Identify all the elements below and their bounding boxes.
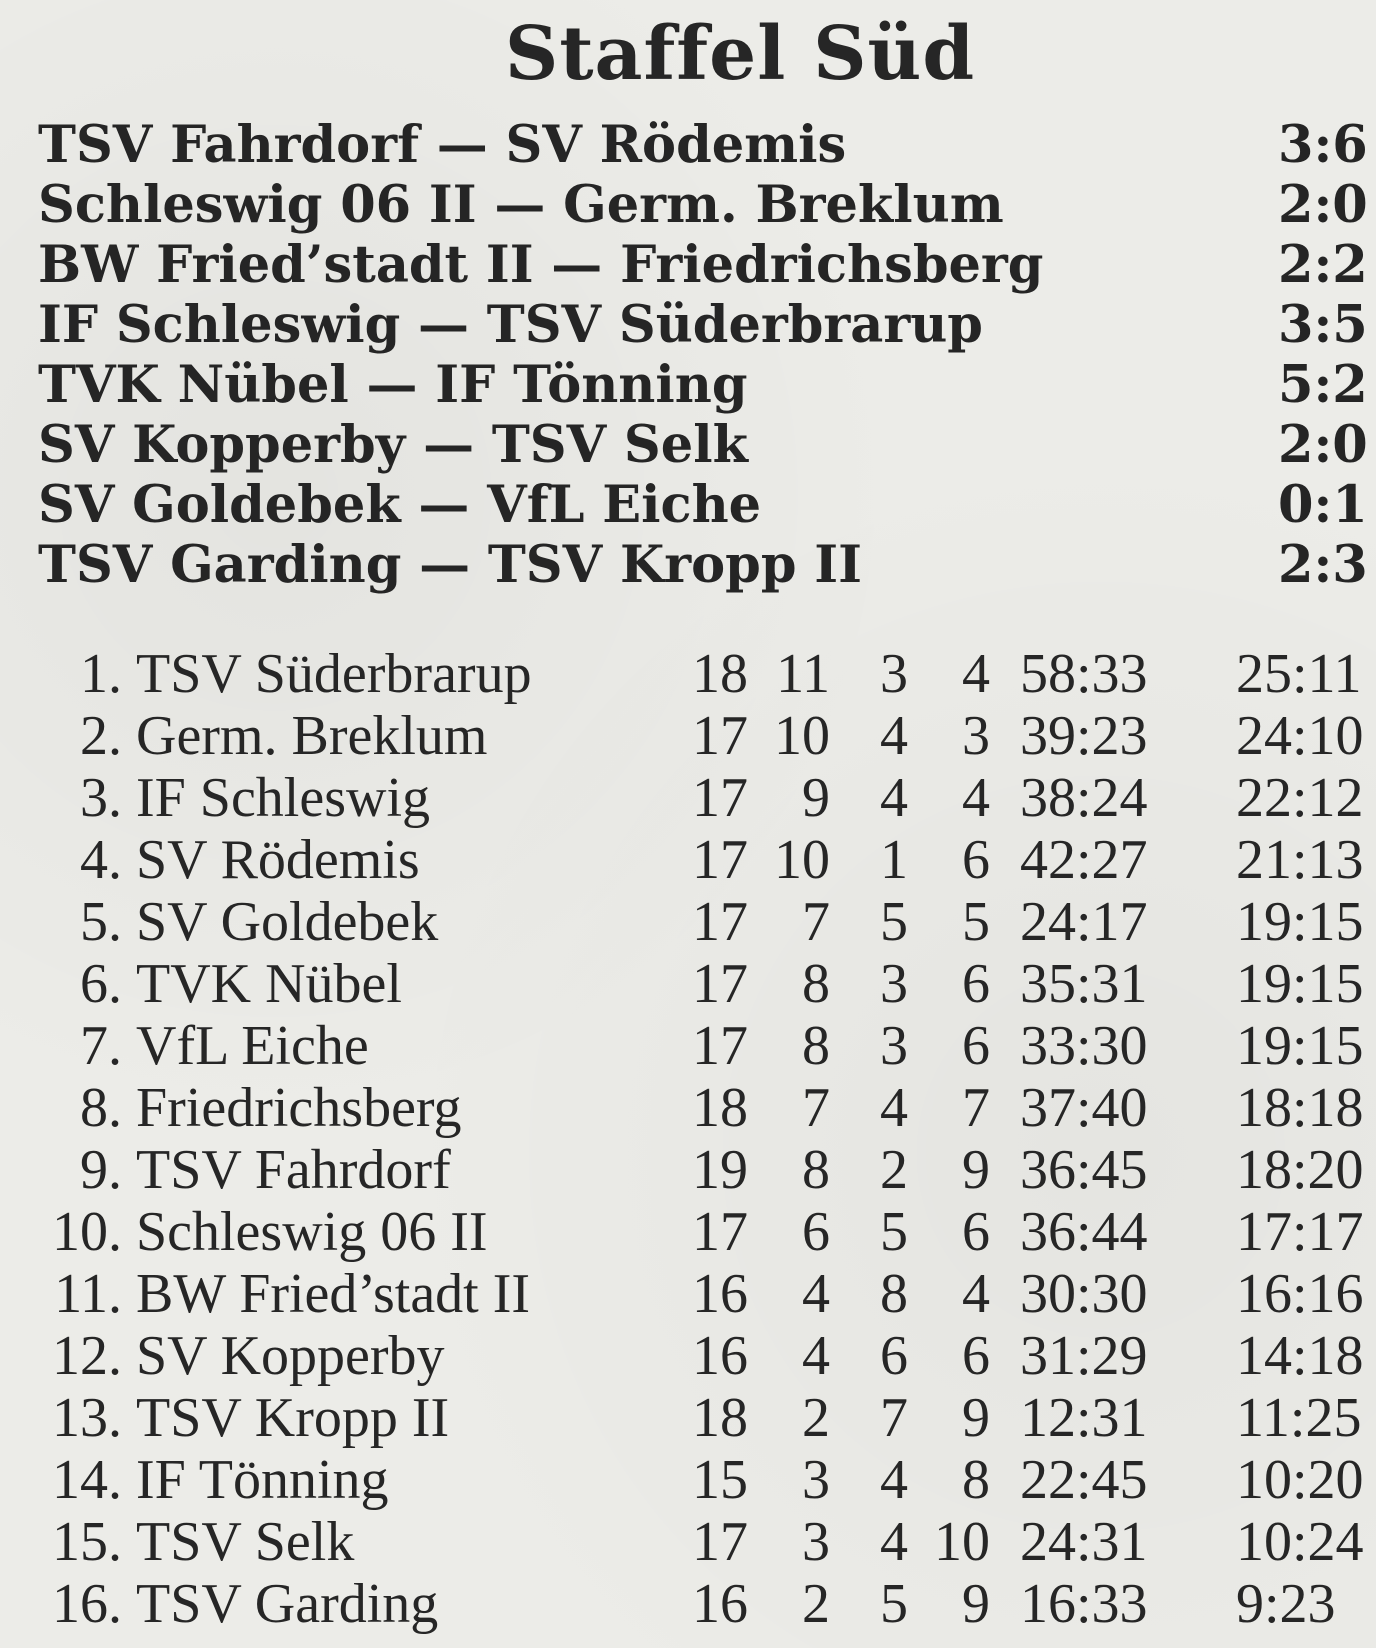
goal-ratio: 33:30	[1020, 1015, 1148, 1077]
team-name: IF Tönning	[136, 1449, 389, 1511]
points: 11:25	[1236, 1387, 1362, 1449]
standings-row	[0, 829, 1376, 891]
games-played: 17	[692, 953, 748, 1015]
rank: 5.	[80, 891, 122, 953]
games-drawn: 4	[880, 705, 908, 767]
games-lost: 4	[962, 767, 990, 829]
match-pairing: SV Kopperby — TSV Selk	[38, 415, 748, 475]
team-name: VfL Eiche	[136, 1015, 369, 1077]
games-won: 10	[774, 829, 830, 891]
team-name: BW Fried’stadt II	[136, 1263, 531, 1325]
games-won: 2	[802, 1573, 830, 1635]
match-pairing: TVK Nübel — IF Tönning	[38, 355, 748, 415]
games-lost: 5	[962, 891, 990, 953]
standings-row	[0, 1139, 1376, 1201]
team-name: TSV Selk	[136, 1511, 355, 1573]
games-lost: 4	[962, 643, 990, 705]
match-score: 0:1	[1278, 475, 1368, 535]
team-name: Schleswig 06 II	[136, 1201, 488, 1263]
team-name: SV Rödemis	[136, 829, 420, 891]
goal-ratio: 58:33	[1020, 643, 1148, 705]
games-played: 19	[692, 1139, 748, 1201]
team-name: TSV Garding	[136, 1573, 439, 1635]
standings-row	[0, 1263, 1376, 1325]
games-lost: 8	[962, 1449, 990, 1511]
rank: 12.	[52, 1325, 122, 1387]
games-played: 16	[692, 1573, 748, 1635]
result-row	[38, 114, 1376, 176]
games-drawn: 5	[880, 1573, 908, 1635]
games-lost: 6	[962, 829, 990, 891]
games-won: 2	[802, 1387, 830, 1449]
result-row	[38, 234, 1376, 296]
games-won: 8	[802, 1139, 830, 1201]
points: 19:15	[1236, 1015, 1364, 1077]
games-played: 15	[692, 1449, 748, 1511]
games-drawn: 3	[880, 643, 908, 705]
goal-ratio: 31:29	[1020, 1325, 1148, 1387]
games-won: 4	[802, 1263, 830, 1325]
goal-ratio: 37:40	[1020, 1077, 1148, 1139]
standings-row	[0, 1573, 1376, 1635]
goal-ratio: 38:24	[1020, 767, 1148, 829]
match-score: 2:3	[1278, 535, 1368, 595]
rank: 11.	[54, 1263, 122, 1325]
match-pairing: TSV Fahrdorf — SV Rödemis	[38, 115, 847, 175]
games-drawn: 2	[880, 1139, 908, 1201]
points: 19:15	[1236, 953, 1364, 1015]
standings-row	[0, 1325, 1376, 1387]
games-played: 16	[692, 1263, 748, 1325]
section-title: Staffel Süd	[504, 11, 976, 97]
standings-row	[0, 643, 1376, 705]
games-played: 17	[692, 1015, 748, 1077]
rank: 1.	[80, 643, 122, 705]
points: 10:20	[1236, 1449, 1364, 1511]
games-lost: 9	[962, 1387, 990, 1449]
games-played: 18	[692, 1077, 748, 1139]
goal-ratio: 16:33	[1020, 1573, 1148, 1635]
games-drawn: 4	[880, 767, 908, 829]
match-pairing: IF Schleswig — TSV Süderbrarup	[38, 295, 983, 355]
rank: 9.	[80, 1139, 122, 1201]
points: 24:10	[1236, 705, 1364, 767]
games-lost: 6	[962, 1325, 990, 1387]
standings-row	[0, 891, 1376, 953]
standings-row	[0, 1077, 1376, 1139]
games-played: 17	[692, 1201, 748, 1263]
match-score: 3:6	[1278, 115, 1368, 175]
goal-ratio: 24:17	[1020, 891, 1148, 953]
games-played: 18	[692, 1387, 748, 1449]
games-lost: 4	[962, 1263, 990, 1325]
rank: 3.	[80, 767, 122, 829]
goal-ratio: 36:45	[1020, 1139, 1148, 1201]
result-row	[38, 354, 1376, 416]
games-lost: 7	[962, 1077, 990, 1139]
goal-ratio: 39:23	[1020, 705, 1148, 767]
team-name: TSV Kropp II	[136, 1387, 450, 1449]
games-lost: 3	[962, 705, 990, 767]
games-lost: 6	[962, 953, 990, 1015]
games-drawn: 5	[880, 891, 908, 953]
games-played: 17	[692, 891, 748, 953]
goal-ratio: 24:31	[1020, 1511, 1148, 1573]
rank: 7.	[80, 1015, 122, 1077]
points: 19:15	[1236, 891, 1364, 953]
team-name: Friedrichsberg	[136, 1077, 462, 1139]
games-played: 17	[692, 767, 748, 829]
games-won: 8	[802, 953, 830, 1015]
team-name: TVK Nübel	[136, 953, 402, 1015]
games-won: 4	[802, 1325, 830, 1387]
points: 21:13	[1236, 829, 1364, 891]
games-won: 10	[774, 705, 830, 767]
games-lost: 10	[934, 1511, 990, 1573]
games-won: 3	[802, 1511, 830, 1573]
match-pairing: SV Goldebek — VfL Eiche	[38, 475, 762, 535]
games-won: 7	[802, 891, 830, 953]
points: 14:18	[1236, 1325, 1364, 1387]
rank: 10.	[52, 1201, 122, 1263]
games-lost: 9	[962, 1573, 990, 1635]
games-played: 18	[692, 643, 748, 705]
result-row	[38, 414, 1376, 476]
match-score: 2:0	[1278, 175, 1368, 235]
games-played: 16	[692, 1325, 748, 1387]
goal-ratio: 22:45	[1020, 1449, 1148, 1511]
team-name: Germ. Breklum	[136, 705, 488, 767]
games-drawn: 4	[880, 1077, 908, 1139]
points: 10:24	[1236, 1511, 1364, 1573]
team-name: SV Goldebek	[136, 891, 439, 953]
match-score: 2:0	[1278, 415, 1368, 475]
games-drawn: 3	[880, 953, 908, 1015]
games-drawn: 6	[880, 1325, 908, 1387]
team-name: TSV Fahrdorf	[136, 1139, 451, 1201]
games-won: 7	[802, 1077, 830, 1139]
points: 18:18	[1236, 1077, 1364, 1139]
points: 22:12	[1236, 767, 1364, 829]
points: 18:20	[1236, 1139, 1364, 1201]
result-row	[38, 474, 1376, 536]
match-pairing: TSV Garding — TSV Kropp II	[38, 535, 862, 595]
standings-row	[0, 1015, 1376, 1077]
result-row	[38, 534, 1376, 596]
team-name: IF Schleswig	[136, 767, 430, 829]
result-row	[38, 174, 1376, 236]
rank: 14.	[52, 1449, 122, 1511]
games-won: 9	[802, 767, 830, 829]
result-row	[38, 294, 1376, 356]
rank: 8.	[80, 1077, 122, 1139]
rank: 13.	[52, 1387, 122, 1449]
games-drawn: 3	[880, 1015, 908, 1077]
games-won: 6	[802, 1201, 830, 1263]
points: 9:23	[1236, 1573, 1336, 1635]
games-played: 17	[692, 829, 748, 891]
games-won: 3	[802, 1449, 830, 1511]
team-name: TSV Süderbrarup	[136, 643, 532, 705]
standings-row	[0, 1387, 1376, 1449]
rank: 2.	[80, 705, 122, 767]
rank: 4.	[80, 829, 122, 891]
rank: 16.	[52, 1573, 122, 1635]
standings-row	[0, 953, 1376, 1015]
match-score: 3:5	[1278, 295, 1368, 355]
goal-ratio: 36:44	[1020, 1201, 1148, 1263]
team-name: SV Kopperby	[136, 1325, 445, 1387]
match-pairing: Schleswig 06 II — Germ. Breklum	[38, 175, 1004, 235]
games-lost: 6	[962, 1201, 990, 1263]
goal-ratio: 12:31	[1020, 1387, 1148, 1449]
standings-row	[0, 705, 1376, 767]
points: 17:17	[1236, 1201, 1364, 1263]
goal-ratio: 42:27	[1020, 829, 1148, 891]
goal-ratio: 35:31	[1020, 953, 1148, 1015]
match-score: 2:2	[1278, 235, 1368, 295]
standings-row	[0, 767, 1376, 829]
standings-row	[0, 1201, 1376, 1263]
games-lost: 6	[962, 1015, 990, 1077]
games-drawn: 1	[880, 829, 908, 891]
rank: 6.	[80, 953, 122, 1015]
games-drawn: 4	[880, 1511, 908, 1573]
points: 16:16	[1236, 1263, 1364, 1325]
games-played: 17	[692, 1511, 748, 1573]
points: 25:11	[1236, 643, 1362, 705]
games-drawn: 7	[880, 1387, 908, 1449]
games-played: 17	[692, 705, 748, 767]
games-drawn: 5	[880, 1201, 908, 1263]
match-pairing: BW Fried’stadt II — Friedrichsberg	[38, 235, 1044, 295]
standings-row	[0, 1511, 1376, 1573]
rank: 15.	[52, 1511, 122, 1573]
match-score: 5:2	[1278, 355, 1368, 415]
games-drawn: 8	[880, 1263, 908, 1325]
goal-ratio: 30:30	[1020, 1263, 1148, 1325]
games-won: 11	[776, 643, 830, 705]
games-drawn: 4	[880, 1449, 908, 1511]
standings-row	[0, 1449, 1376, 1511]
games-won: 8	[802, 1015, 830, 1077]
games-lost: 9	[962, 1139, 990, 1201]
